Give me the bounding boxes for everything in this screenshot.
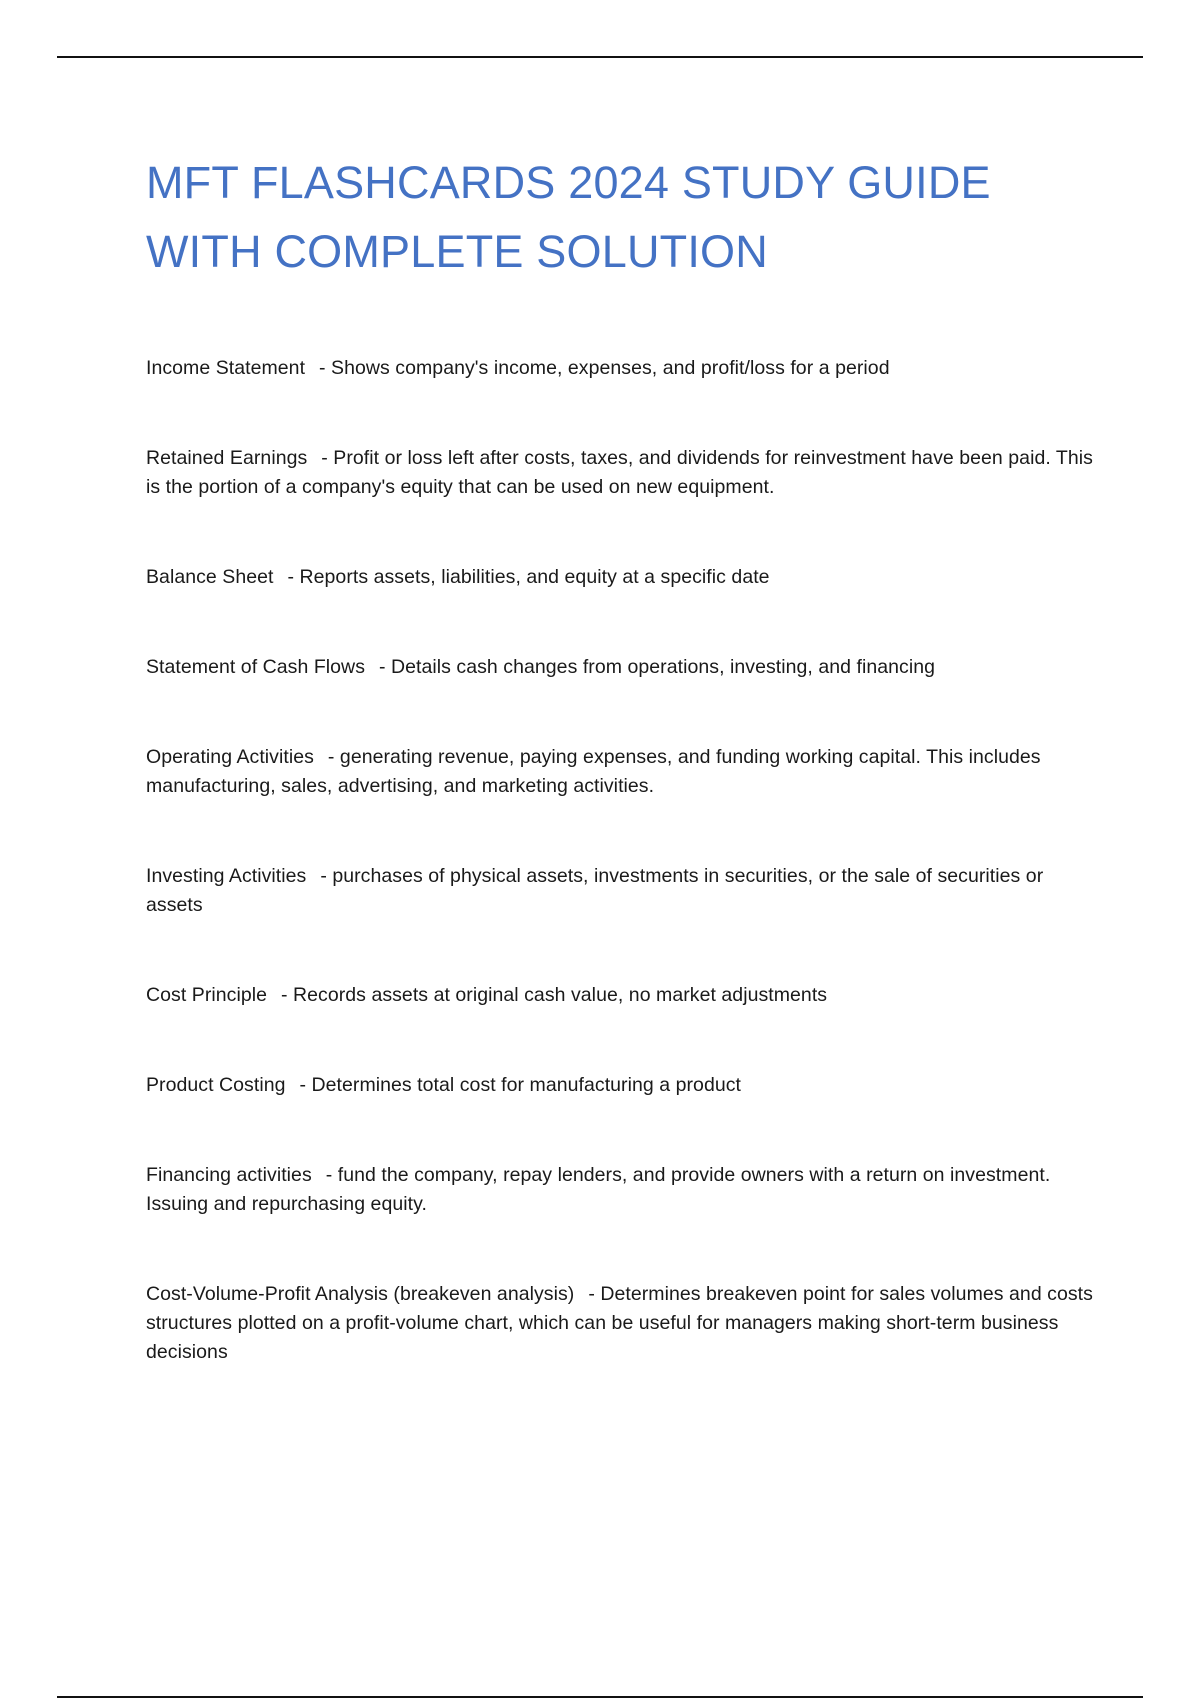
flashcard-term: Balance Sheet <box>146 566 274 588</box>
bottom-rule <box>57 1696 1143 1698</box>
flashcard-entry <box>146 1161 1096 1219</box>
flashcard-entry <box>146 653 1096 682</box>
document-title: MFT FLASHCARDS 2024 STUDY GUIDE WITH COMPLETE SOLUTION <box>146 157 991 277</box>
flashcard-term: Operating Activities <box>146 746 314 768</box>
flashcard-entry <box>146 981 1096 1010</box>
flashcard-definition: - Determines total cost for manufacturing a product <box>299 1074 741 1096</box>
flashcard-definition: - fund the company, repay lenders, and provide owners with a return on investment. Issuing and repurchasing equity. <box>146 1164 1051 1215</box>
flashcard-entry <box>146 743 1096 801</box>
flashcard-entry <box>146 354 1096 383</box>
flashcard-entry <box>146 444 1096 502</box>
flashcard-definition: - Details cash changes from operations, investing, and financing <box>379 656 936 678</box>
flashcard-definition: - Shows company's income, expenses, and profit/loss for a period <box>319 357 890 379</box>
flashcard-list <box>146 354 1096 1367</box>
flashcard-entry <box>146 862 1096 920</box>
flashcard-term: Income Statement <box>146 357 306 379</box>
flashcard-definition: - Determines breakeven point for sales volumes and costs structures plotted on a profit-volume chart, which can be useful for managers making short-term business decisions <box>146 1283 1093 1363</box>
flashcard-definition: - purchases of physical assets, investments in securities, or the sale of securities or assets <box>146 865 1044 916</box>
flashcard-entry <box>146 1280 1096 1367</box>
flashcard-term: Statement of Cash Flows <box>146 656 365 678</box>
flashcard-entry <box>146 563 1096 592</box>
top-rule <box>57 56 1143 58</box>
flashcard-entry <box>146 1071 1096 1100</box>
document-body <box>146 148 1096 1428</box>
flashcard-term: Cost Principle <box>146 984 267 1006</box>
flashcard-term: Retained Earnings <box>146 447 308 469</box>
flashcard-definition: - Profit or loss left after costs, taxes, and dividends for reinvestment have been paid. This is the portion of a company's equity that can be used on new equipment. <box>146 447 1093 498</box>
flashcard-term: Product Costing <box>146 1074 286 1096</box>
flashcard-term: Cost-Volume-Profit Analysis (breakeven analysis) <box>146 1283 575 1305</box>
flashcard-definition: - Reports assets, liabilities, and equity at a specific date <box>287 566 770 588</box>
flashcard-term: Financing activities <box>146 1164 312 1186</box>
flashcard-definition: - Records assets at original cash value, no market adjustments <box>281 984 828 1006</box>
flashcard-term: Investing Activities <box>146 865 307 887</box>
flashcard-definition: - generating revenue, paying expenses, and funding working capital. This includes manufacturing, sales, advertising, and marketing activities. <box>146 746 1041 797</box>
